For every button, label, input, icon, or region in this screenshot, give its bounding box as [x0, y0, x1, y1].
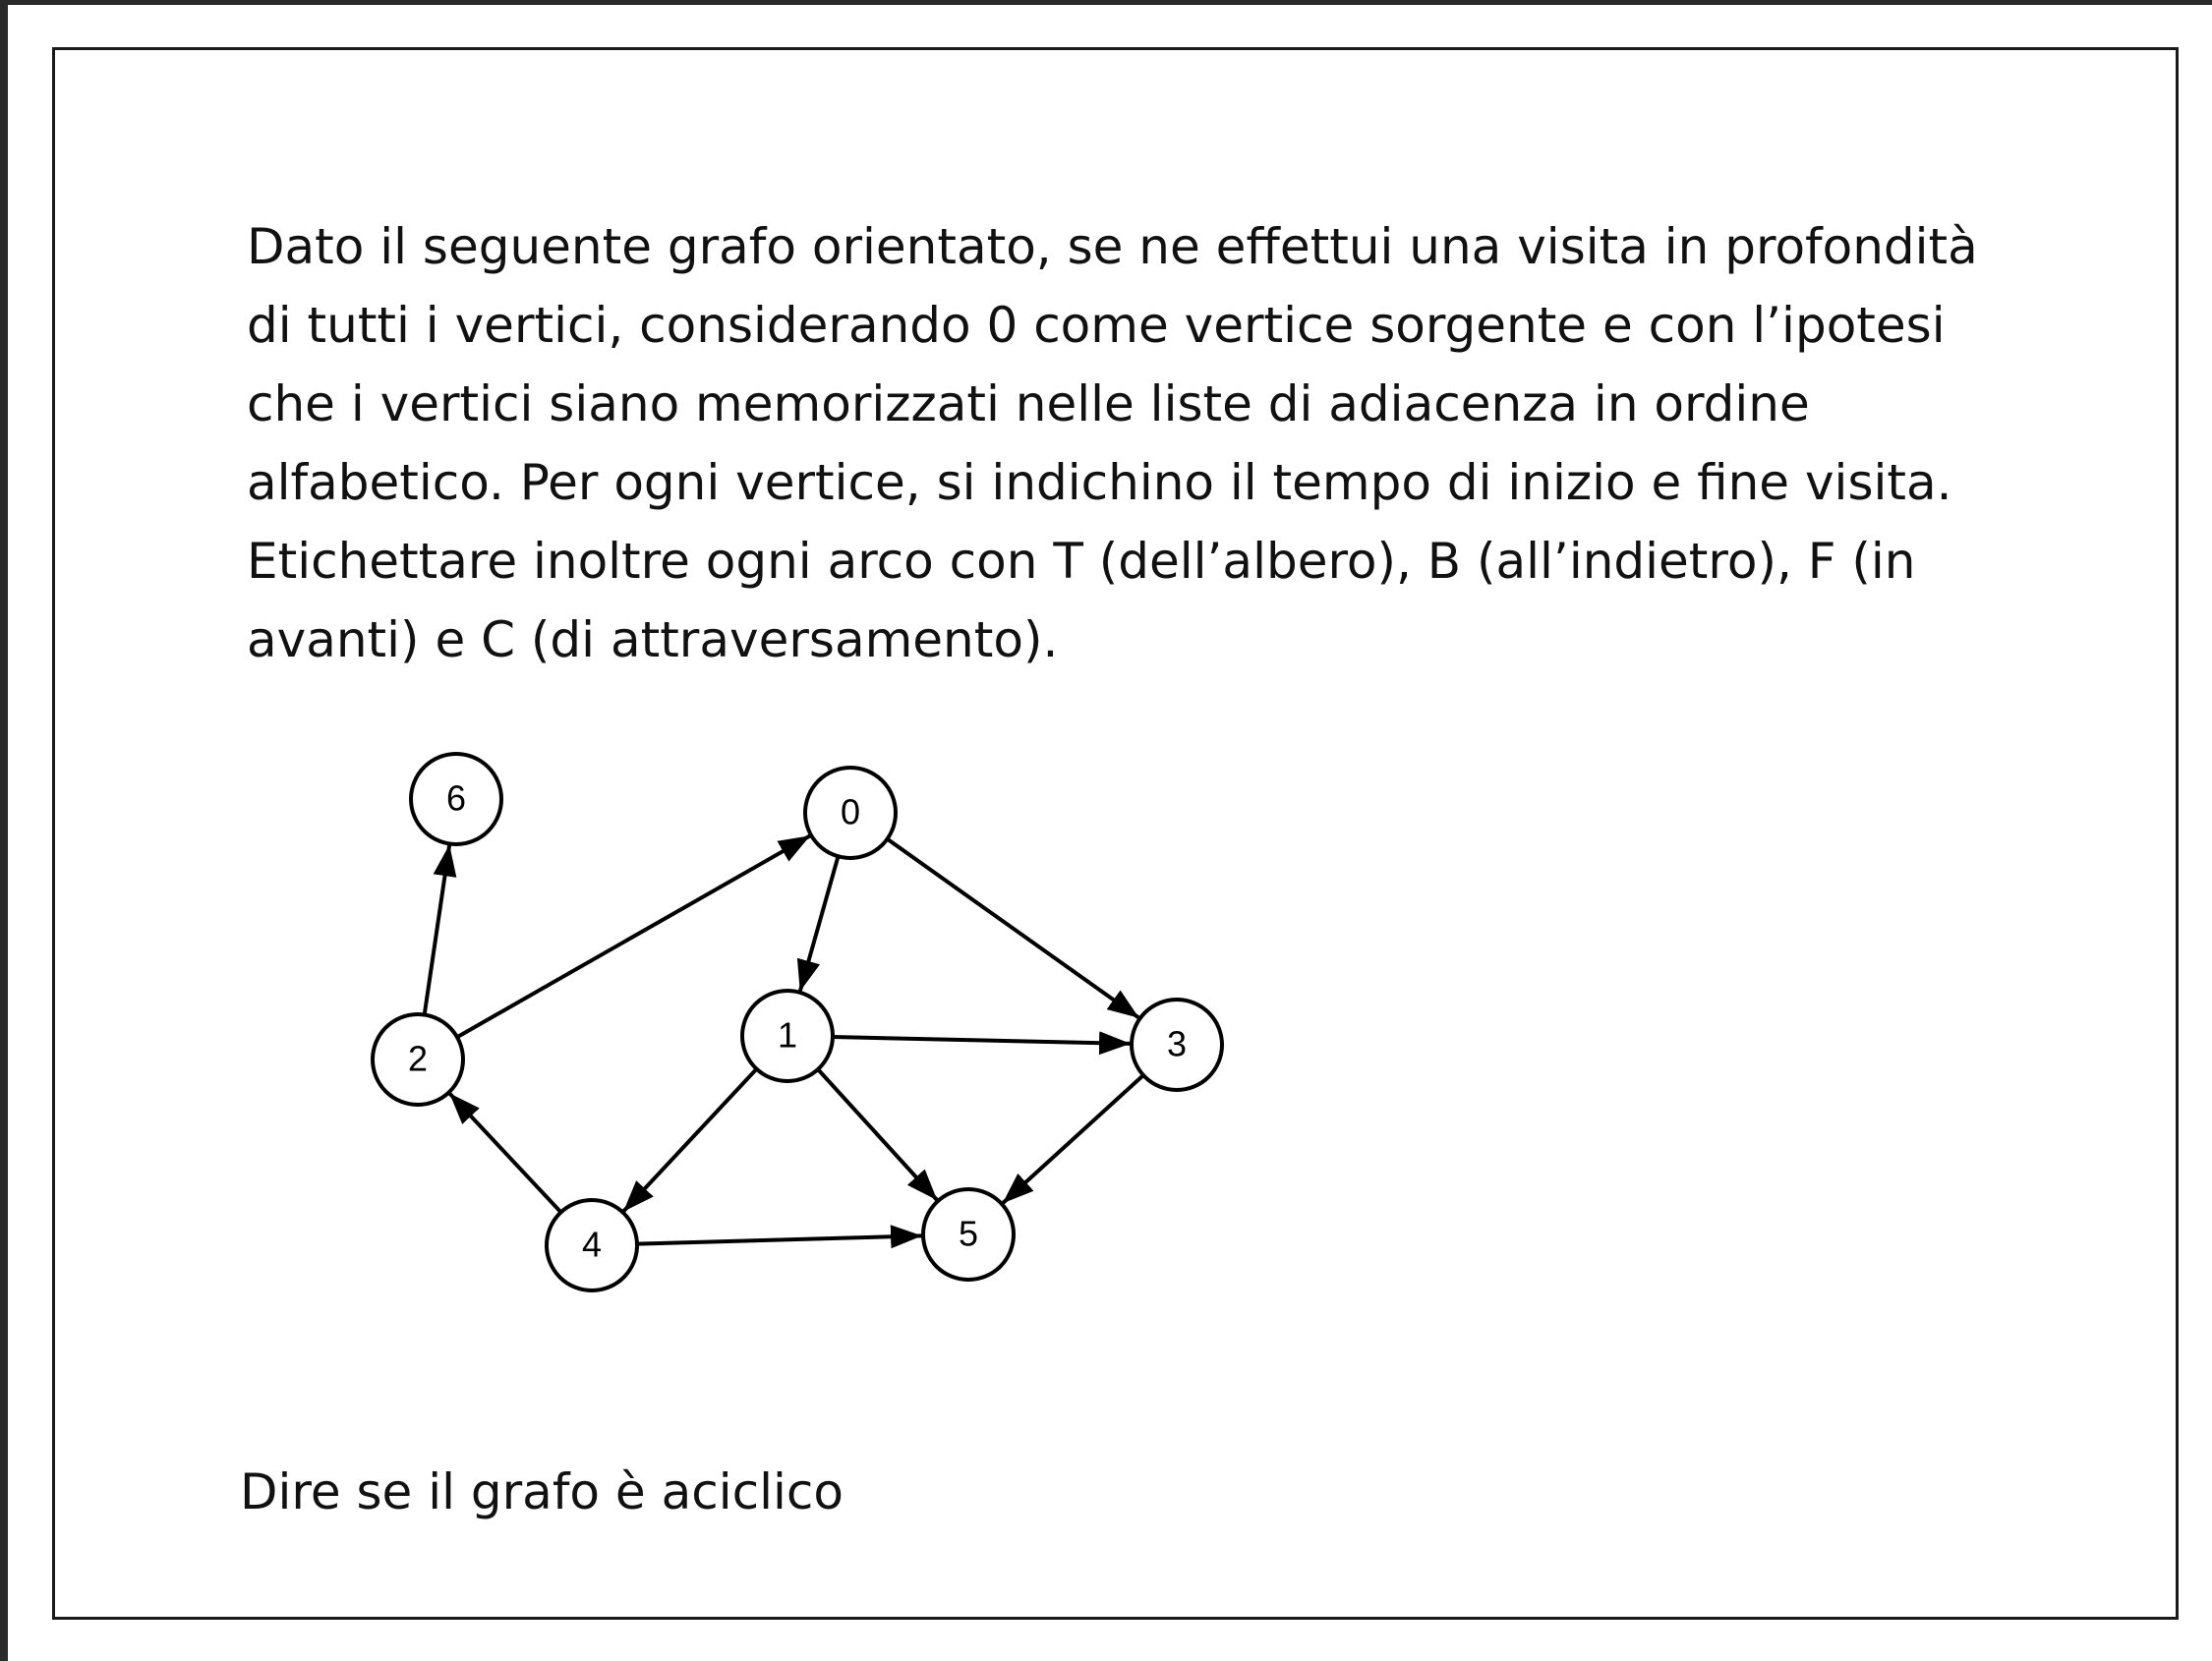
node-5 — [923, 1189, 1014, 1280]
node-3 — [1132, 1000, 1222, 1090]
node-label: 1 — [777, 1014, 798, 1056]
edge-4-to-5 — [637, 1235, 922, 1243]
node-label: 6 — [445, 777, 467, 819]
edge-3-to-5 — [1003, 1075, 1143, 1203]
edge-1-to-3 — [833, 1037, 1131, 1044]
edge-1-to-4 — [623, 1069, 757, 1212]
node-1 — [742, 991, 833, 1081]
edge-4-to-2 — [449, 1093, 560, 1212]
node-label: 0 — [840, 791, 861, 832]
node-label: 5 — [958, 1213, 979, 1254]
directed-graph — [8, 5, 2212, 1661]
node-2 — [373, 1014, 463, 1105]
question-line: che i vertici siano memorizzati nelle liste di adiacenza in ordine — [247, 375, 1810, 432]
node-layer — [373, 754, 1222, 1290]
node-label: 3 — [1166, 1023, 1188, 1064]
question-line: Etichettare inoltre ogni arco con T (dell’albero), B (all’indietro), F (in — [247, 533, 1916, 590]
edge-2-to-6 — [425, 844, 449, 1014]
question-line: avanti) e C (di attraversamento). — [247, 611, 1059, 668]
question-line: Dato il seguente grafo orientato, se ne effettui una visita in profondità — [247, 218, 1978, 275]
node-6 — [411, 754, 501, 844]
node-0 — [805, 768, 896, 858]
question-line: di tutti i vertici, considerando 0 come vertice sorgente e con l’ipotesi — [247, 297, 1946, 354]
question-line: alfabetico. Per ogni vertice, si indichino il tempo di inizio e fine visita. — [247, 454, 1952, 511]
node-label: 4 — [581, 1224, 603, 1265]
document-page — [8, 5, 2212, 1661]
edge-0-to-1 — [800, 856, 839, 991]
edge-1-to-5 — [818, 1069, 937, 1200]
node-label: 2 — [407, 1038, 429, 1079]
node-4 — [547, 1200, 637, 1290]
closing-question: Dire se il grafo è aciclico — [240, 1463, 844, 1520]
edge-0-to-3 — [887, 839, 1138, 1018]
